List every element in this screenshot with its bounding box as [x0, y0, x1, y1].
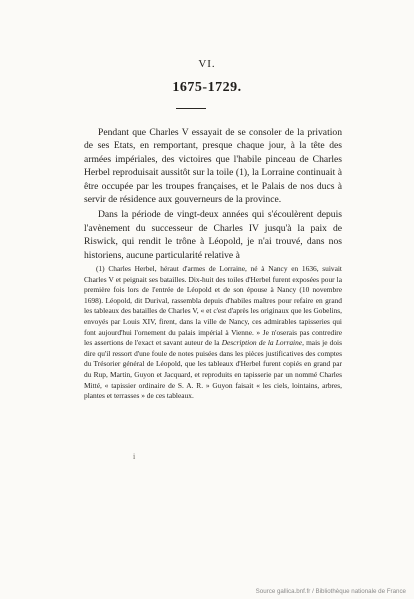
title-rule: [176, 108, 206, 109]
chapter-dates: 1675-1729.: [172, 80, 242, 95]
footnote-text-after-title: , mais je dois dire qu'il ressort d'une foule de notes puisées dans les pièces justificatives des comptes du Trésorier général de Léopold, que les tableaux d'Herbel furent copiés en grand par du Rup, Martin, Guyon et Jacquard, et reproduits en tapisserie par un nommé Charles Mitté, « tapissier ordinaire de S. A. R. » Guyon faisait « les ciels, lointains, arbres, plantes et terrasses » de ces tableaux.: [84, 338, 342, 401]
source-credit: Source gallica.bnf.fr / Bibliothèque nationale de France: [255, 588, 406, 595]
body-paragraph: Dans la période de vingt-deux années qui s'écoulèrent depuis l'avènement du successeur de Charles IV jusqu'à la paix de Riswick, qui rendit le trône à Léopold, je n'ai trouvé, dans nos historiens, aucune particularité relative à: [84, 209, 342, 261]
footnote: [84, 264, 342, 402]
body-text: [84, 126, 342, 262]
chapter-number: VI.: [198, 58, 216, 70]
footnote-text-before-title: (1) Charles Herbel, héraut d'armes de Lorraine, né à Nancy en 1636, suivait Charles V et peignait ses batailles. Dix-huit des toiles d'Herbel furent exposées pour la première fois lors de l'entrée de Léopold et de son épouse à Nancy (10 novembre 1698). Léopold, dit Durival, rassembla depuis d'habiles maîtres pour refaire en grand les tableaux des batailles de Charles V, « et c'est d'après les originaux que les Gobelins, envoyés par Louis XIV, firent, dans la ville de Nancy, ces admirables tapisseries qui font aujourd'hui l'ornement du palais impérial à Vienne. » Je n'oserais pas contredire les assertions de l'exact et savant auteur de la: [84, 264, 342, 348]
body-paragraph: Pendant que Charles V essayait de se consoler de la privation de ses Etats, en remportant, presque chaque jour, à la tête des armées impériales, des victoires que l'habile pinceau de Charles Herbel reproduisait aussitôt sur la toile (1), la Lorraine continuait à être occupée par les troupes françaises, et le Palais de nos ducs à servir de résidence aux gouverneurs de la province.: [84, 127, 342, 206]
page-mark: i: [133, 452, 136, 461]
footnote-paragraph: [84, 264, 342, 402]
footnote-book-title: Description de la Lorraine: [221, 338, 303, 348]
